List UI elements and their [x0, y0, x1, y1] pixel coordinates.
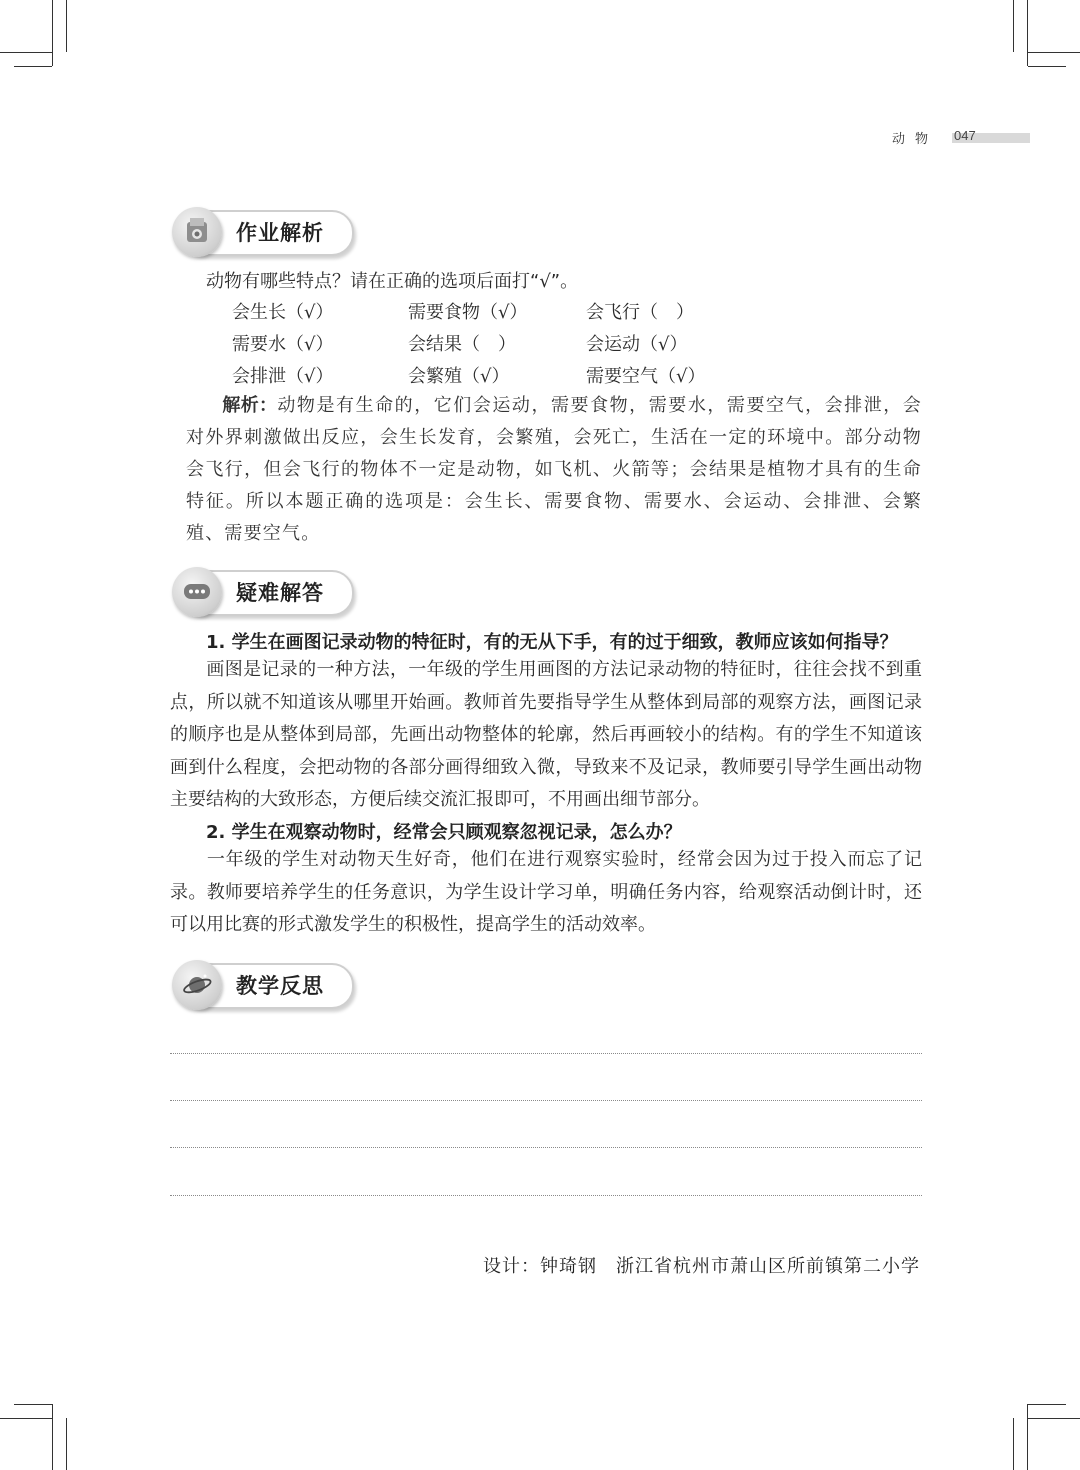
option-item: 会生长（√） — [232, 302, 334, 323]
chat-bubble-icon — [172, 567, 222, 617]
option-item: 会飞行（ ） — [586, 302, 694, 323]
option-item: 需要空气（√） — [586, 366, 706, 387]
planet-icon — [172, 960, 222, 1010]
writing-line[interactable] — [170, 1147, 922, 1148]
faq-answer-1 — [170, 654, 922, 817]
crop-mark-tr-h — [1028, 52, 1080, 53]
crop-mark-tl-v2 — [52, 0, 53, 66]
crop-mark-br-h — [1028, 1404, 1066, 1405]
faq-answer-1-text: 画图是记录的一种方法，一年级的学生用画图的方法记录动物的特征时，往往会找不到重点，所以就不知道该从哪里开始画。教师首先要指导学生从整体到局部的观察方法，画图记录的顺序也是从整体到局部，先画出动物整体的轮廓，然后再画较小的结构。有的学生不知道该画到什么程度，会把动物的各部分画得细致入微，导致来不及记录，教师要引导学生画出动物主要结构的大致形态，方便后续交流汇报即可，不用画出细节部分。 — [170, 659, 922, 810]
section-header-homework — [172, 207, 354, 257]
crop-mark-br-v2 — [1013, 1418, 1014, 1470]
option-item: 需要食物（√） — [408, 302, 528, 323]
faq-answer-2-text: 一年级的学生对动物天生好奇，他们在进行观察实验时，经常会因为过于投入而忘了记录。教师要培养学生的任务意识，为学生设计学习单，明确任务内容，给观察活动倒计时，还可以用比赛的形式激发学生的积极性，提高学生的活动效率。 — [170, 849, 922, 935]
crop-mark-tl-v — [66, 0, 67, 52]
section-title: 教学反思 — [236, 974, 324, 998]
crop-mark-tr-h2 — [1028, 66, 1066, 67]
option-item: 会排泄（√） — [232, 366, 334, 387]
writing-line[interactable] — [170, 1195, 922, 1196]
analysis-paragraph — [186, 390, 922, 550]
homework-question: 动物有哪些特点？请在正确的选项后面打“√”。 — [206, 271, 579, 292]
writing-line[interactable] — [170, 1100, 922, 1101]
option-item: 会结果（ ） — [408, 334, 516, 355]
faq-answer-2 — [170, 844, 922, 942]
crop-mark — [0, 0, 1, 1]
option-item: 会繁殖（√） — [408, 366, 510, 387]
option-item: 会运动（√） — [586, 334, 688, 355]
crop-mark-br-v — [1027, 1404, 1028, 1470]
crop-mark-tl-h2 — [14, 66, 52, 67]
analysis-label: 解析： — [222, 395, 278, 416]
writing-line[interactable] — [170, 1053, 922, 1054]
analysis-text: 动物是有生命的，它们会运动，需要食物，需要水，需要空气，会排泄，会对外界刺激做出反应，会生长发育，会繁殖，会死亡，生活在一定的环境中。部分动物会飞行，但会飞行的物体不一定是动物，如飞机、火箭等；会结果是植物才具有的生命特征。所以本题正确的选项是：会生长、需要食物、需要水、会运动、会排泄、会繁殖、需要空气。 — [186, 395, 923, 544]
crop-mark-tr-v — [1013, 0, 1014, 52]
crop-mark-bl-v2 — [66, 1418, 67, 1470]
faq-question-1: 1. 学生在画图记录动物的特征时，有的无从下手，有的过于细致，教师应该如何指导？ — [206, 632, 898, 653]
crop-mark-tl-h — [0, 52, 52, 53]
crop-mark-bl-v — [52, 1404, 53, 1470]
crop-mark-tr-v2 — [1027, 0, 1028, 66]
crop-mark-br-h2 — [1028, 1418, 1080, 1419]
chapter-title: 动物 — [892, 132, 939, 147]
folder-photo-icon — [172, 207, 222, 257]
section-header-faq — [172, 567, 354, 617]
crop-mark-bl-h2 — [0, 1418, 52, 1419]
option-item: 需要水（√） — [232, 334, 334, 355]
running-head — [892, 128, 1030, 146]
design-credit: 设计：钟琦钢 浙江省杭州市萧山区所前镇第二小学 — [483, 1256, 920, 1277]
faq-question-2: 2. 学生在观察动物时，经常会只顾观察忽视记录，怎么办？ — [206, 822, 682, 843]
section-title: 作业解析 — [236, 221, 324, 245]
crop-mark-bl-h — [14, 1404, 52, 1405]
section-title: 疑难解答 — [236, 581, 324, 605]
page-number: 047 — [954, 128, 976, 143]
section-header-reflection — [172, 960, 354, 1010]
